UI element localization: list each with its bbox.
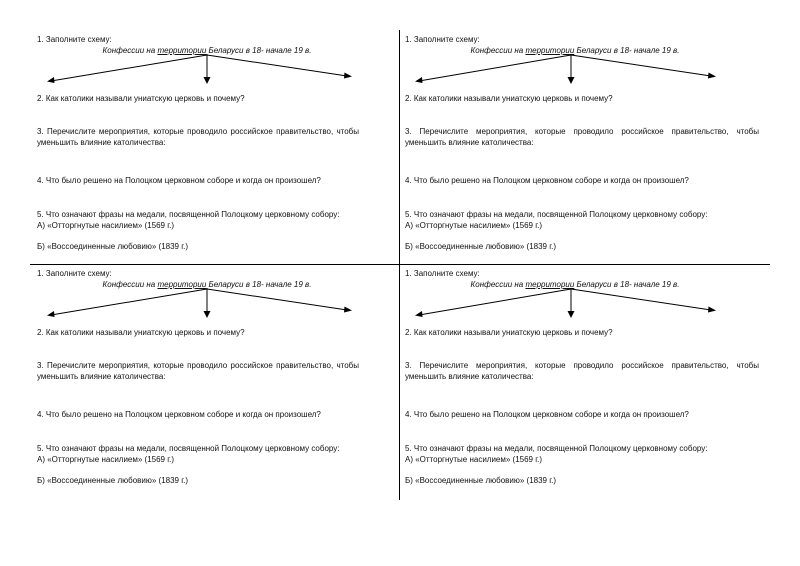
question-4: 4. Что было решено на Полоцком церковном соборе и когда он произошел? bbox=[405, 410, 689, 419]
question-5-b: Б) «Воссоединенные любовию» (1839 г.) bbox=[405, 476, 557, 485]
worksheet-card-bottom-right bbox=[405, 268, 765, 498]
scheme-arrows bbox=[405, 268, 725, 328]
question-2: 2. Как католики называли униатскую церковь и почему? bbox=[37, 94, 245, 103]
question-5: 5. Что означают фразы на медали, посвященной Полоцкому церковному собору: bbox=[405, 444, 708, 453]
scheme-title: Конфессии на территории Беларуси в 18- начале 19 в. bbox=[102, 46, 312, 55]
vertical-cut-line bbox=[399, 30, 400, 500]
question-5-b: Б) «Воссоединенные любовию» (1839 г.) bbox=[37, 476, 189, 485]
q1-prompt: 1. Заполните схему: bbox=[405, 35, 480, 44]
question-3: 3. Перечислите мероприятия, которые проводило российское правительство, чтобы уменьшить влияние католичества: bbox=[37, 127, 359, 147]
question-2: 2. Как католики называли униатскую церковь и почему? bbox=[37, 328, 245, 337]
question-5-b: Б) «Воссоединенные любовию» (1839 г.) bbox=[405, 242, 557, 251]
question-2: 2. Как католики называли униатскую церковь и почему? bbox=[405, 94, 613, 103]
scheme-title: Конфессии на территории Беларуси в 18- начале 19 в. bbox=[470, 46, 680, 55]
question-4: 4. Что было решено на Полоцком церковном соборе и когда он произошел? bbox=[405, 176, 689, 185]
scheme-arrows bbox=[37, 34, 357, 94]
question-5-a: А) «Отторгнутые насилием» (1569 г.) bbox=[37, 221, 175, 230]
horizontal-cut-line bbox=[30, 264, 770, 265]
q1-prompt: 1. Заполните схему: bbox=[37, 35, 112, 44]
question-5: 5. Что означают фразы на медали, посвященной Полоцкому церковному собору: bbox=[37, 444, 340, 453]
scheme-title: Конфессии на территории Беларуси в 18- начале 19 в. bbox=[102, 280, 312, 289]
question-4: 4. Что было решено на Полоцком церковном соборе и когда он произошел? bbox=[37, 176, 321, 185]
scheme-title: Конфессии на территории Беларуси в 18- начале 19 в. bbox=[470, 280, 680, 289]
worksheet-card-bottom-left bbox=[37, 268, 397, 498]
question-3: 3. Перечислите мероприятия, которые проводило российское правительство, чтобы уменьшить влияние католичества: bbox=[405, 127, 759, 147]
question-5-b: Б) «Воссоединенные любовию» (1839 г.) bbox=[37, 242, 189, 251]
worksheet-card-top-right bbox=[405, 34, 765, 264]
question-3: 3. Перечислите мероприятия, которые проводило российское правительство, чтобы уменьшить влияние католичества: bbox=[405, 361, 759, 381]
scheme-arrows bbox=[405, 34, 725, 94]
q1-prompt: 1. Заполните схему: bbox=[405, 269, 480, 278]
question-5-a: А) «Отторгнутые насилием» (1569 г.) bbox=[37, 455, 175, 464]
q1-prompt: 1. Заполните схему: bbox=[37, 269, 112, 278]
question-3: 3. Перечислите мероприятия, которые проводило российское правительство, чтобы уменьшить влияние католичества: bbox=[37, 361, 359, 381]
question-4: 4. Что было решено на Полоцком церковном соборе и когда он произошел? bbox=[37, 410, 321, 419]
worksheet-card-top-left bbox=[37, 34, 397, 264]
question-5-a: А) «Отторгнутые насилием» (1569 г.) bbox=[405, 455, 543, 464]
question-2: 2. Как католики называли униатскую церковь и почему? bbox=[405, 328, 613, 337]
scheme-arrows bbox=[37, 268, 357, 328]
question-5-a: А) «Отторгнутые насилием» (1569 г.) bbox=[405, 221, 543, 230]
question-5: 5. Что означают фразы на медали, посвященной Полоцкому церковному собору: bbox=[37, 210, 340, 219]
question-5: 5. Что означают фразы на медали, посвященной Полоцкому церковному собору: bbox=[405, 210, 708, 219]
